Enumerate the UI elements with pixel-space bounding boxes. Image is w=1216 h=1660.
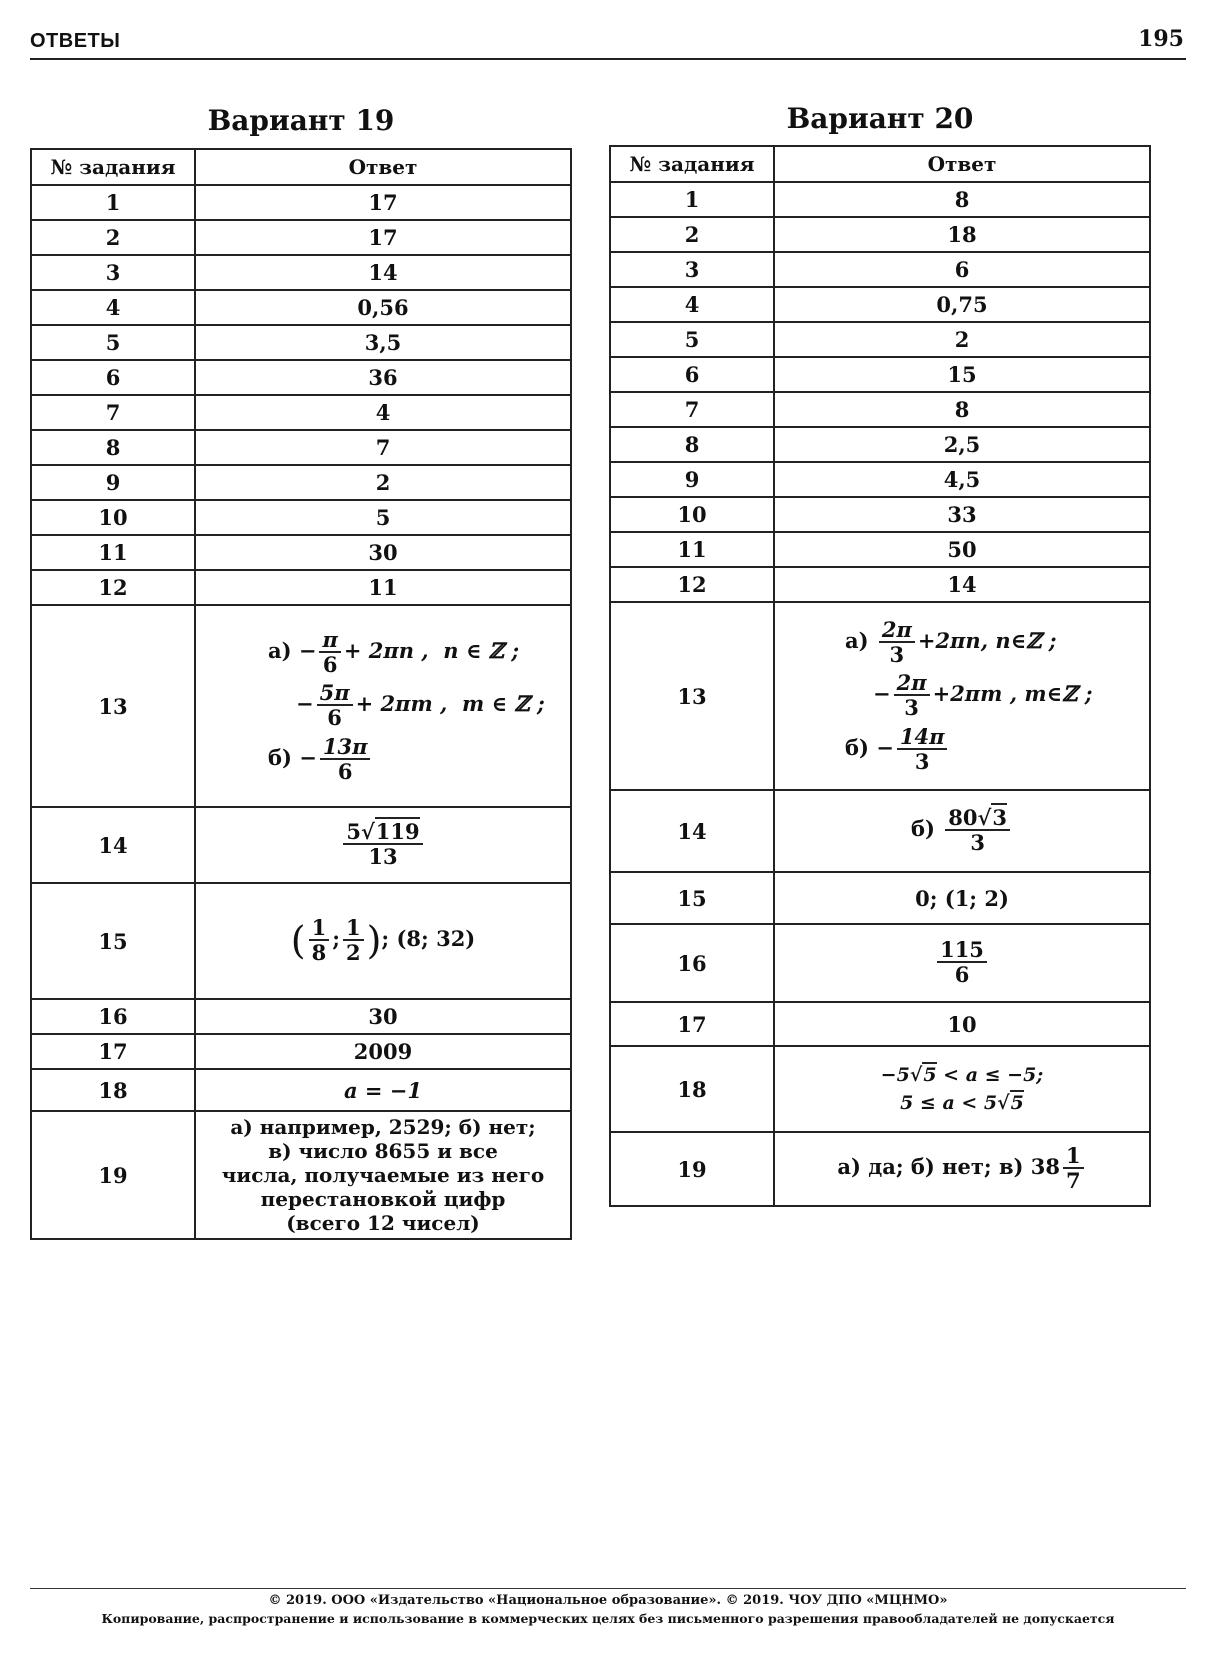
table-row-15: [31, 883, 571, 999]
task-number-cell: 5: [610, 322, 774, 357]
table-row: [610, 567, 1150, 602]
answer-cell: 7: [195, 430, 571, 465]
table-header-row: [610, 146, 1150, 182]
table-row: [610, 462, 1150, 497]
column-header-answer: Ответ: [195, 149, 571, 185]
table-row-17: [31, 1034, 571, 1069]
task-number-cell: 18: [610, 1046, 774, 1132]
answer-cell: 2009: [195, 1034, 571, 1069]
column-header-answer: Ответ: [774, 146, 1150, 182]
task-number-cell: 2: [31, 220, 195, 255]
answer-cell: 0,75: [774, 287, 1150, 322]
answer-cell: a = −1: [195, 1069, 571, 1111]
table-row: [31, 430, 571, 465]
task-number-cell: 10: [31, 500, 195, 535]
table-row-15: [610, 872, 1150, 924]
answer-cell: 14: [195, 255, 571, 290]
answer-cell: [195, 605, 571, 807]
table-row-19: [610, 1132, 1150, 1206]
answer-cell: а) да; б) нет; в) 38 $\frac{1}{7}$: [774, 1132, 1150, 1206]
answer-cell: а) например, 2529; б) нет; в) число 8655 и все числа, получаемые из него перестановкой цифр (всего 12 чисел): [195, 1111, 571, 1239]
task-number-cell: 19: [31, 1111, 195, 1239]
answer-cell: 30: [195, 999, 571, 1034]
answer-13a: а) − $\frac{\pi}{6}$ + 2πn , n ∈ ℤ ;: [268, 627, 520, 678]
answer-cell: 11: [195, 570, 571, 605]
answer-cell: 8: [774, 182, 1150, 217]
answer-cell: 4,5: [774, 462, 1150, 497]
table-row-13: [610, 602, 1150, 790]
answer-cell: $\frac{115}{6}$: [774, 924, 1150, 1002]
task-number-cell: 7: [610, 392, 774, 427]
task-number-cell: 14: [610, 790, 774, 872]
task-number-cell: 6: [610, 357, 774, 392]
table-row-19: [31, 1111, 571, 1239]
table-row-18: [31, 1069, 571, 1111]
answer-cell: $\frac{5√119}{13}$: [195, 807, 571, 883]
task-number-cell: 9: [610, 462, 774, 497]
table-row-14: [31, 807, 571, 883]
task-number-cell: 8: [610, 427, 774, 462]
task-number-cell: 3: [610, 252, 774, 287]
variant-19-title: Вариант 19: [207, 104, 395, 137]
header-divider: [30, 58, 1186, 60]
answer-cell: 2,5: [774, 427, 1150, 462]
answer-cell: 15: [774, 357, 1150, 392]
task-number-cell: 14: [31, 807, 195, 883]
answer-cell: 14: [774, 567, 1150, 602]
answer-cell: 0; (1; 2): [774, 872, 1150, 924]
table-row: [31, 290, 571, 325]
table-row: [31, 395, 571, 430]
table-row-18: [610, 1046, 1150, 1132]
table-row: [610, 287, 1150, 322]
answer-cell: 30: [195, 535, 571, 570]
table-row-13: [31, 605, 571, 807]
task-number-cell: 6: [31, 360, 195, 395]
table-header-row: [31, 149, 571, 185]
copying-notice: Копирование, распространение и использование в коммерческих целях без письменного разрешения правообладателей не допускается: [101, 1611, 1115, 1626]
task-number-cell: 4: [610, 287, 774, 322]
answer-cell: 17: [195, 185, 571, 220]
table-row: [610, 357, 1150, 392]
answer-cell: 17: [195, 220, 571, 255]
answer-cell: 8: [774, 392, 1150, 427]
task-number-cell: 12: [31, 570, 195, 605]
column-header-task-number: № задания: [610, 146, 774, 182]
answer-cell: 4: [195, 395, 571, 430]
answer-cell: б) $\frac{80√3}{3}$: [774, 790, 1150, 872]
task-number-cell: 5: [31, 325, 195, 360]
task-number-cell: 10: [610, 497, 774, 532]
task-number-cell: 4: [31, 290, 195, 325]
table-row: [610, 217, 1150, 252]
table-row: [610, 322, 1150, 357]
table-row: [31, 185, 571, 220]
table-row: [31, 500, 571, 535]
table-row: [610, 252, 1150, 287]
table-row: [31, 255, 571, 290]
task-number-cell: 15: [610, 872, 774, 924]
answer-cell: 33: [774, 497, 1150, 532]
answer-13a: а) $\frac{2\pi}{3}$ +2πn, n∈ℤ ;: [845, 617, 1057, 668]
table-row-16: [610, 924, 1150, 1002]
answer-cell: 5: [195, 500, 571, 535]
task-number-cell: 7: [31, 395, 195, 430]
task-number-cell: 15: [31, 883, 195, 999]
task-number-cell: 18: [31, 1069, 195, 1111]
answer-cell: 3,5: [195, 325, 571, 360]
task-number-cell: 3: [31, 255, 195, 290]
task-number-cell: 8: [31, 430, 195, 465]
answer-13b: б) − $\frac{13\pi}{6}$: [268, 736, 570, 783]
column-header-task-number: № задания: [31, 149, 195, 185]
answer-cell: [774, 602, 1150, 790]
table-row: [610, 497, 1150, 532]
task-number-cell: 1: [610, 182, 774, 217]
answer-13b: б) − $\frac{14\pi}{3}$: [845, 726, 1149, 773]
table-row: [610, 182, 1150, 217]
task-number-cell: 19: [610, 1132, 774, 1206]
table-row: [610, 532, 1150, 567]
footer-divider: [30, 1588, 1186, 1589]
variant-19-table: [30, 148, 572, 1240]
task-number-cell: 11: [31, 535, 195, 570]
task-number-cell: 16: [31, 999, 195, 1034]
answer-cell: −5√5 < a ≤ −5; 5 ≤ a < 5√5: [774, 1046, 1150, 1132]
table-row: [31, 360, 571, 395]
table-row: [31, 535, 571, 570]
answer-cell: 36: [195, 360, 571, 395]
task-number-cell: 13: [610, 602, 774, 790]
answer-cell: ( $\frac{1}{8}$ ; $\frac{1}{2}$ ); (8; 32): [195, 883, 571, 999]
variant-20-table: [609, 145, 1151, 1207]
task-number-cell: 17: [31, 1034, 195, 1069]
table-row-16: [31, 999, 571, 1034]
table-row: [610, 392, 1150, 427]
answer-13a-second: − $\frac{5\pi}{6}$ + 2πm , m ∈ ℤ ;: [296, 680, 545, 731]
answer-cell: 10: [774, 1002, 1150, 1046]
table-row: [31, 465, 571, 500]
answer-13a-second: − $\frac{2\pi}{3}$ +2πm , m∈ℤ ;: [873, 670, 1093, 721]
answer-cell: 6: [774, 252, 1150, 287]
answer-cell: 2: [195, 465, 571, 500]
variant-20-title: Вариант 20: [786, 102, 974, 135]
table-row-17: [610, 1002, 1150, 1046]
task-number-cell: 9: [31, 465, 195, 500]
task-number-cell: 1: [31, 185, 195, 220]
copyright-notice: © 2019. ООО «Издательство «Национальное образование». © 2019. ЧОУ ДПО «МЦНМО»: [268, 1593, 948, 1608]
task-number-cell: 13: [31, 605, 195, 807]
table-row-14: [610, 790, 1150, 872]
answer-cell: 2: [774, 322, 1150, 357]
page-number: 195: [1138, 26, 1184, 52]
task-number-cell: 12: [610, 567, 774, 602]
answer-cell: 0,56: [195, 290, 571, 325]
table-row: [31, 325, 571, 360]
task-number-cell: 16: [610, 924, 774, 1002]
answer-cell: 18: [774, 217, 1150, 252]
task-number-cell: 11: [610, 532, 774, 567]
table-row: [610, 427, 1150, 462]
section-title: ОТВЕТЫ: [30, 30, 121, 52]
table-row: [31, 220, 571, 255]
task-number-cell: 17: [610, 1002, 774, 1046]
answer-cell: 50: [774, 532, 1150, 567]
table-row: [31, 570, 571, 605]
task-number-cell: 2: [610, 217, 774, 252]
